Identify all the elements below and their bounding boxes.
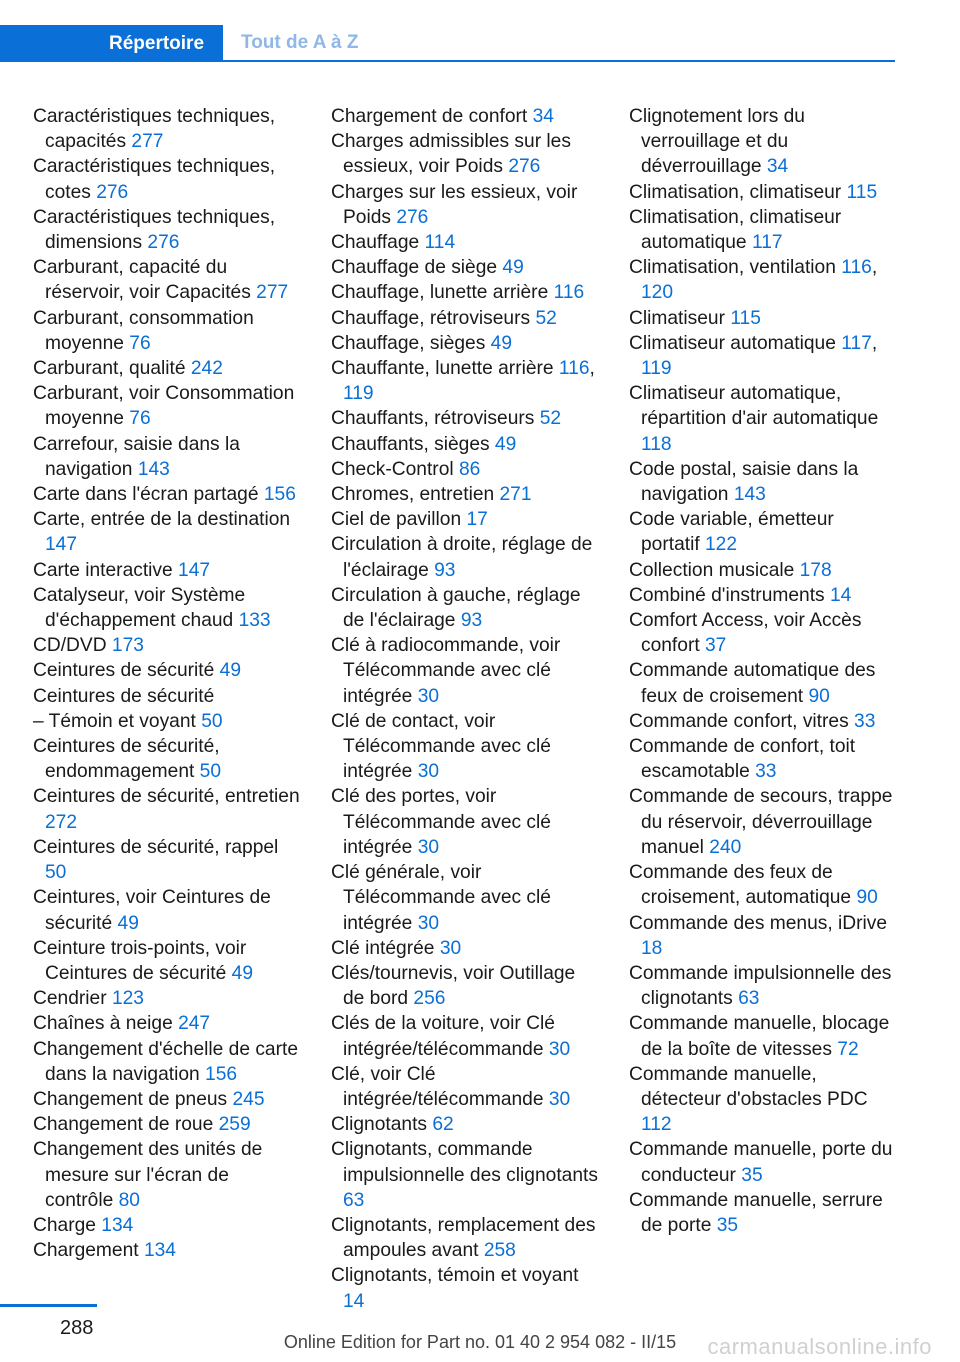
index-term: Chromes, entretien (331, 484, 495, 506)
index-entry (629, 1137, 897, 1187)
index-term: Code postal, saisie dans la navigation (629, 458, 859, 506)
page-ref-link[interactable]: 63 (343, 1189, 365, 1211)
page-ref-link[interactable]: 120 (641, 282, 674, 304)
index-entry (33, 432, 301, 482)
page-ref-link[interactable]: 259 (218, 1114, 251, 1136)
page-ref-link[interactable]: 33 (755, 761, 777, 783)
page-ref-link[interactable]: 30 (417, 761, 440, 783)
index-entry (33, 381, 301, 431)
index-term: Chauffants, rétroviseurs (331, 408, 535, 430)
index-term: Chauffage, sièges (331, 332, 486, 354)
index-entry (629, 457, 897, 507)
page-ref-link[interactable]: 143 (137, 458, 170, 480)
index-term: Chargement de confort (331, 106, 528, 127)
page-ref-link[interactable]: 276 (508, 156, 541, 178)
index-term: Carte dans l'écran partagé (33, 484, 259, 506)
index-entry (33, 1213, 301, 1238)
index-term: Circulation à gauche, réglage de l'éclairage (331, 584, 581, 632)
page-ref-link[interactable]: 116 (558, 358, 590, 380)
page-ref-link[interactable]: 247 (178, 1013, 211, 1035)
tab-repertoire[interactable] (0, 25, 223, 62)
index-term: – Témoin et voyant (33, 710, 196, 732)
index-term: Clignotants, commande impulsionnelle des clignotants (331, 1139, 598, 1186)
index-term: Carte, entrée de la destination (33, 509, 291, 531)
page-ref-link[interactable]: 156 (263, 484, 296, 506)
index-entry (33, 684, 301, 709)
index-entry (629, 961, 897, 1011)
index-term: Clé à radiocommande, voir Télécommande avec clé intégrée (331, 635, 561, 707)
header-rule (0, 60, 895, 62)
page-ref-link[interactable]: 277 (256, 282, 289, 304)
index-entry (629, 381, 897, 457)
index-term: Climatisation, climatiseur automatique (629, 206, 842, 254)
index-entry (629, 1011, 897, 1061)
index-term: Carburant, voir Consommation moyenne (33, 383, 295, 430)
index-term: Climatiseur automatique (629, 332, 836, 354)
index-term: Cendrier (33, 988, 107, 1010)
index-entry (331, 255, 599, 280)
page-ref-link[interactable]: 90 (808, 685, 830, 707)
index-term: Caractéristiques techniques, capacités (33, 106, 276, 153)
index-entry (331, 482, 599, 507)
page-ref-link[interactable]: 258 (483, 1240, 516, 1262)
index-term: Ceintures de sécurité, endommagement (33, 736, 220, 783)
index-entry (33, 734, 301, 784)
page-ref-link[interactable]: 114 (424, 232, 456, 254)
index-entry (33, 205, 301, 255)
index-term: Clé, voir Clé intégrée/télécommande (331, 1063, 544, 1110)
index-column-1 (33, 104, 301, 1263)
index-entry (33, 784, 301, 834)
watermark: carmanualsonline.info (707, 1334, 932, 1359)
page-ref-link[interactable]: 52 (539, 408, 562, 430)
index-term: Chauffage (331, 232, 420, 254)
index-term: Ceintures de sécurité (33, 660, 215, 682)
index-entry (629, 608, 897, 658)
page-ref-link[interactable]: 156 (205, 1063, 238, 1085)
page-ref-link[interactable]: 116 (553, 282, 585, 304)
page-ref-link[interactable]: 76 (129, 408, 151, 430)
page-ref-link[interactable]: 14 (343, 1290, 365, 1312)
page-ref-link[interactable]: 90 (856, 887, 878, 909)
page-ref-link[interactable]: 272 (45, 811, 78, 833)
index-term: Chauffage, lunette arrière (331, 282, 549, 304)
index-entry (629, 1062, 897, 1138)
tab-a-to-z-label: Tout de A à Z (241, 31, 359, 53)
index-entry (331, 280, 599, 305)
index-term: Chauffage, rétroviseurs (331, 307, 531, 329)
index-term: Commande des feux de croisement, automatique (629, 862, 852, 909)
page-ref-link[interactable]: 93 (434, 559, 456, 581)
index-term: Catalyseur, voir Système d'échappement chaud (33, 584, 246, 632)
page-ref-link[interactable]: 143 (733, 484, 766, 506)
index-entry (331, 1112, 599, 1137)
tab-repertoire-label: Répertoire (108, 32, 205, 54)
page-ref-link[interactable]: 116 (841, 257, 872, 279)
index-term: Clés/tournevis, voir Outillage de bord (331, 962, 576, 1010)
index-entry (33, 1087, 301, 1112)
index-entry (33, 255, 301, 305)
index-entry (331, 331, 599, 356)
index-entry (331, 1062, 599, 1112)
index-entry (33, 1011, 301, 1036)
index-term: Ceintures de sécurité (33, 685, 215, 707)
index-term: Charges sur les essieux, voir Poids (331, 181, 578, 228)
page-ref-link[interactable]: 35 (716, 1214, 739, 1236)
page-ref-link[interactable]: 37 (705, 635, 727, 657)
page-ref-separator: , (589, 358, 595, 380)
index-entry (331, 129, 599, 179)
page-ref-link[interactable]: 134 (143, 1240, 176, 1262)
page-ref-separator: , (871, 332, 878, 354)
index-entry (331, 507, 599, 532)
page-ref-link[interactable]: 17 (466, 509, 488, 531)
page-ref-link[interactable]: 30 (548, 1038, 571, 1060)
page-ref-link[interactable]: 242 (190, 358, 223, 380)
index-term: Changement de pneus (33, 1088, 228, 1110)
page-ref-link[interactable]: 30 (417, 836, 440, 858)
index-term: Carburant, consommation moyenne (33, 307, 254, 354)
index-entry (33, 583, 301, 633)
page-number: 288 (60, 1317, 94, 1339)
index-entry (629, 784, 897, 860)
index-entry (629, 583, 897, 608)
index-term: Ceintures, voir Ceintures de sécurité (33, 887, 271, 934)
index-entry (33, 306, 301, 356)
index-term: Chauffants, sièges (331, 433, 490, 455)
index-term: Clignotants, témoin et voyant (331, 1265, 579, 1287)
page-ref-link[interactable]: 245 (232, 1088, 265, 1110)
index-term: Changement de roue (33, 1114, 214, 1136)
page-ref-link[interactable]: 240 (709, 836, 742, 858)
page-ref-link[interactable]: 50 (201, 710, 223, 732)
index-entry (331, 230, 599, 255)
index-entry (629, 104, 897, 180)
index-term: Clé générale, voir Télécommande avec clé intégrée (331, 862, 551, 934)
index-term: Commande manuelle, serrure de porte (629, 1189, 883, 1236)
page-ref-link[interactable]: 178 (799, 559, 832, 581)
page-ref-link[interactable]: 86 (458, 458, 481, 480)
index-term: Collection musicale (629, 559, 795, 581)
index-term: Clignotement lors du verrouillage et du déverrouillage (629, 106, 805, 178)
index-column-2 (331, 104, 599, 1314)
index-term: Commande manuelle, détecteur d'obstacles PDC (629, 1063, 868, 1110)
page-ref-link[interactable]: 256 (413, 988, 446, 1010)
index-entry (629, 658, 897, 708)
index-term: Climatiseur automatique, répartition d'air automatique (629, 383, 879, 430)
page-ref-link[interactable]: 49 (494, 433, 517, 455)
index-entry (33, 154, 301, 204)
index-term: Climatisation, ventilation (629, 257, 836, 279)
index-term: Code variable, émetteur portatif (629, 509, 834, 556)
index-term: Check-Control (331, 458, 454, 480)
index-term: Circulation à droite, réglage de l'éclairage (331, 534, 593, 581)
index-entry (331, 180, 599, 230)
index-entry (33, 1238, 301, 1263)
index-entry (629, 558, 897, 583)
index-entry (331, 784, 599, 860)
page-ref-link[interactable]: 112 (641, 1114, 672, 1136)
index-term: Caractéristiques techniques, dimensions (33, 206, 276, 254)
page-ref-link[interactable]: 277 (131, 131, 164, 153)
page-ref-separator: , (871, 257, 878, 279)
index-term: Combiné d'instruments (629, 584, 825, 606)
page-ref-link[interactable]: 72 (837, 1038, 859, 1060)
index-entry (33, 885, 301, 935)
index-entry (331, 306, 599, 331)
index-entry (33, 986, 301, 1011)
index-entry (629, 331, 897, 381)
index-entry (331, 356, 599, 406)
page-ref-link[interactable]: 62 (432, 1114, 454, 1136)
index-term: Ciel de pavillon (331, 509, 462, 531)
page-ref-link[interactable]: 93 (460, 610, 483, 632)
page-ref-link[interactable]: 122 (705, 534, 738, 556)
index-entry (331, 1011, 599, 1061)
page-ref-link[interactable]: 49 (231, 962, 253, 984)
index-entry (33, 558, 301, 583)
index-entry (629, 860, 897, 910)
page-ref-link[interactable]: 35 (741, 1164, 763, 1186)
index-term: Commande manuelle, porte du conducteur (629, 1139, 893, 1186)
index-term: Clés de la voiture, voir Clé intégrée/télécommande (331, 1013, 555, 1060)
index-entry (629, 205, 897, 255)
page-ref-link[interactable]: 133 (238, 610, 271, 632)
index-term: Chaînes à neige (33, 1013, 173, 1035)
page-ref-link[interactable]: 30 (548, 1088, 571, 1110)
page-ref-link[interactable]: 80 (118, 1189, 140, 1211)
index-entry (331, 633, 599, 709)
index-entry (629, 180, 897, 205)
tab-a-to-z[interactable] (241, 25, 359, 60)
page-ref-link[interactable]: 173 (111, 635, 144, 657)
index-term: Clé des portes, voir Télécommande avec clé intégrée (331, 786, 551, 858)
index-term: Chauffage de siège (331, 257, 498, 279)
index-term: Ceintures de sécurité, entretien (33, 786, 300, 808)
page-ref-link[interactable]: 276 (396, 206, 429, 228)
page-ref-link[interactable]: 117 (841, 332, 872, 354)
page-ref-link[interactable]: 49 (219, 660, 241, 682)
index-term: CD/DVD (33, 635, 107, 657)
index-entry (331, 104, 599, 129)
page-number-rule (0, 1304, 97, 1307)
page-ref-link[interactable]: 34 (532, 106, 554, 127)
page-ref-link[interactable]: 63 (738, 988, 760, 1010)
index-term: Commande de secours, trappe du réservoir, déverrouillage manuel (629, 786, 893, 858)
index-term: Clé intégrée (331, 937, 435, 959)
page-ref-link[interactable]: 30 (417, 912, 440, 934)
index-term: Chargement (33, 1240, 139, 1262)
page-ref-link[interactable]: 276 (147, 232, 180, 254)
index-entry (331, 432, 599, 457)
page-ref-link[interactable]: 147 (45, 534, 78, 556)
index-term: Commande confort, vitres (629, 710, 849, 732)
index-term: Commande automatique des feux de croisement (629, 660, 876, 707)
page-ref-link[interactable]: 271 (499, 484, 532, 506)
index-term: Commande de confort, toit escamotable (629, 736, 856, 783)
index-term: Carburant, capacité du réservoir, voir Capacités (33, 257, 251, 304)
index-term: Chauffante, lunette arrière (331, 358, 554, 380)
index-entry (331, 1263, 599, 1313)
index-entry (33, 658, 301, 683)
page-ref-link[interactable]: 34 (766, 156, 789, 178)
page-ref-link[interactable]: 134 (101, 1214, 134, 1236)
page-ref-link[interactable]: 117 (751, 232, 783, 254)
index-entry (629, 1188, 897, 1238)
index-term: Caractéristiques techniques, cotes (33, 156, 276, 203)
index-term: Carrefour, saisie dans la navigation (33, 433, 240, 480)
index-entry (331, 532, 599, 582)
page-ref-link[interactable]: 18 (641, 937, 663, 959)
page-ref-link[interactable]: 123 (111, 988, 144, 1010)
index-entry (33, 507, 301, 557)
index-term: Carte interactive (33, 559, 173, 581)
index-term: Clignotants, remplacement des ampoules avant (331, 1214, 596, 1262)
page-ref-link[interactable]: 119 (641, 358, 672, 380)
index-entry (33, 709, 301, 734)
page-ref-link[interactable]: 115 (846, 181, 878, 203)
index-entry (331, 936, 599, 961)
index-term: Climatisation, climatiseur (629, 181, 842, 203)
index-entry (331, 457, 599, 482)
index-term: Carburant, qualité (33, 358, 186, 380)
header-tabs (0, 25, 895, 62)
index-term: Climatiseur (629, 307, 725, 329)
index-entry (629, 507, 897, 557)
index-entry (629, 255, 897, 305)
index-entry (33, 1112, 301, 1137)
index-term: Comfort Access, voir Accès confort (629, 610, 862, 657)
index-term: Changement des unités de mesure sur l'écran de contrôle (33, 1139, 263, 1211)
index-entry (331, 1137, 599, 1213)
page-ref-link[interactable]: 30 (417, 685, 440, 707)
index-entry (331, 1213, 599, 1263)
index-entry (629, 734, 897, 784)
page-ref-link[interactable]: 49 (490, 332, 513, 354)
index-entry (331, 860, 599, 936)
index-term: Clignotants (331, 1114, 427, 1136)
index-entry (629, 306, 897, 331)
page-ref-link[interactable]: 147 (178, 559, 211, 581)
index-term: Ceintures de sécurité, rappel (33, 836, 279, 858)
footer-edition: Online Edition for Part no. 01 40 2 954 082 - II/15 (283, 1332, 677, 1352)
index-term: Charge (33, 1214, 96, 1236)
index-entry (33, 482, 301, 507)
index-column-3 (629, 104, 897, 1238)
page-ref-link[interactable]: 119 (343, 383, 374, 405)
page-ref-link[interactable]: 115 (730, 307, 761, 329)
index-term: Changement d'échelle de carte dans la navigation (33, 1038, 298, 1085)
index-entry (629, 911, 897, 961)
index-term: Clé de contact, voir Télécommande avec clé intégrée (331, 710, 551, 783)
index-entry (629, 709, 897, 734)
page-ref-link[interactable]: 76 (129, 332, 151, 354)
index-term: Commande impulsionnelle des clignotants (629, 962, 892, 1010)
index-entry (33, 633, 301, 658)
page-ref-link[interactable]: 49 (117, 912, 139, 934)
index-entry (33, 104, 301, 154)
index-entry (33, 356, 301, 381)
index-entry (331, 583, 599, 633)
index-entry (331, 961, 599, 1011)
page-ref-link[interactable]: 118 (641, 433, 672, 455)
page-ref-link[interactable]: 276 (96, 181, 129, 203)
index-entry (331, 406, 599, 431)
index-term: Ceinture trois-points, voir Ceintures de sécurité (33, 937, 247, 984)
index-entry (33, 835, 301, 885)
index-term: Commande manuelle, blocage de la boîte de vitesses (629, 1013, 890, 1060)
index-entry (33, 936, 301, 986)
page-ref-link[interactable]: 49 (502, 257, 524, 279)
index-term: Commande des menus, iDrive (629, 912, 888, 934)
index-entry (33, 1137, 301, 1213)
index-entry (331, 709, 599, 785)
page-ref-link[interactable]: 50 (199, 761, 222, 783)
page-ref-link[interactable]: 33 (854, 710, 876, 732)
page-ref-link[interactable]: 30 (439, 937, 462, 959)
page-ref-link[interactable]: 50 (45, 862, 67, 884)
index-entry (33, 1037, 301, 1087)
index-term: Charges admissibles sur les essieux, voir Poids (331, 131, 571, 178)
page-ref-link[interactable]: 52 (535, 307, 557, 329)
page-ref-link[interactable]: 14 (829, 584, 852, 606)
